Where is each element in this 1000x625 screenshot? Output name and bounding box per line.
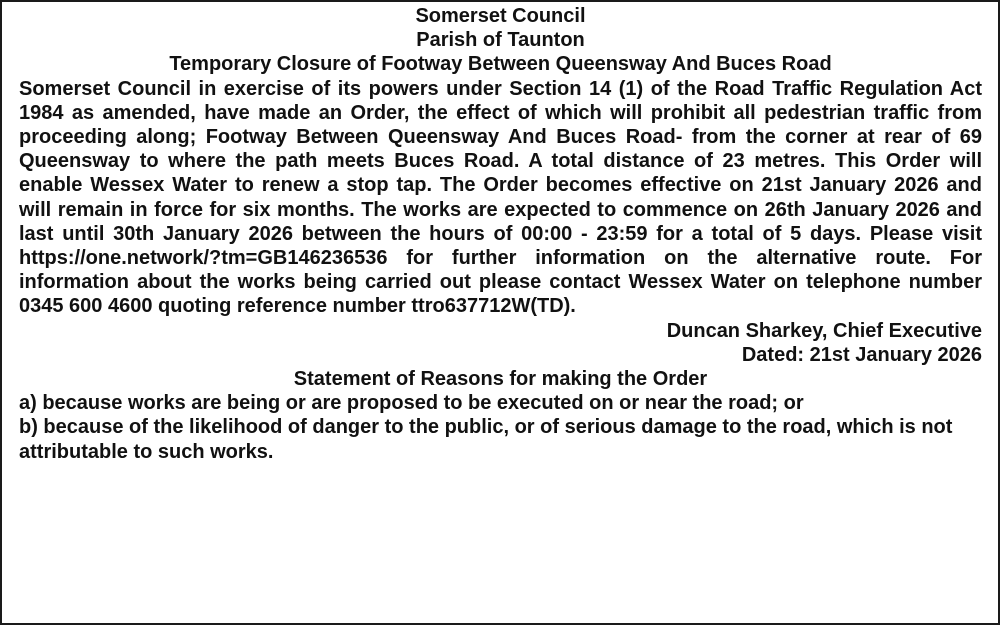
reason-a: a) because works are being or are proposed to be executed on or near the road; or: [19, 392, 804, 415]
reason-b: b) because of the likelihood of danger to the public, or of serious damage to the road, which is not attributable to such works.: [19, 416, 953, 463]
dated-line: Dated: 21st January 2026: [741, 343, 982, 366]
signatory: Duncan Sharkey, Chief Executive: [666, 319, 982, 342]
notice-title: Temporary Closure of Footway Between Queensway And Buces Road: [169, 53, 832, 76]
notice-body: Somerset Council in exercise of its powers under Section 14 (1) of the Road Traffic Regulation Act 1984 as amended, have made an Order, the effect of which will prohibit all pedestrian traffic from proceeding along; Footway Between Queensway And Buces Road- from the corner at rear of 69 Queensway to where the path meets Buces Road. A total distance of 23 metres. This Order will enable Wessex Water to renew a stop tap. The Order becomes effective on 21st January 2026 and will remain in force for six months. The works are expected to commence on 26th January 2026 and last until 30th January 2026 between the hours of 00:00 - 23:59 for a total of 5 days. Please visit https://one.network/?tm=GB146236536 for further information on the alternative route. For information about the works being carried out please contact Wessex Water on telephone number 0345 600 4600 quoting reference number ttro637712W(TD).: [19, 77, 982, 318]
parish-name: Parish of Taunton: [416, 29, 585, 52]
reasons-heading: Statement of Reasons for making the Order: [293, 368, 708, 391]
council-name: Somerset Council: [415, 5, 586, 27]
